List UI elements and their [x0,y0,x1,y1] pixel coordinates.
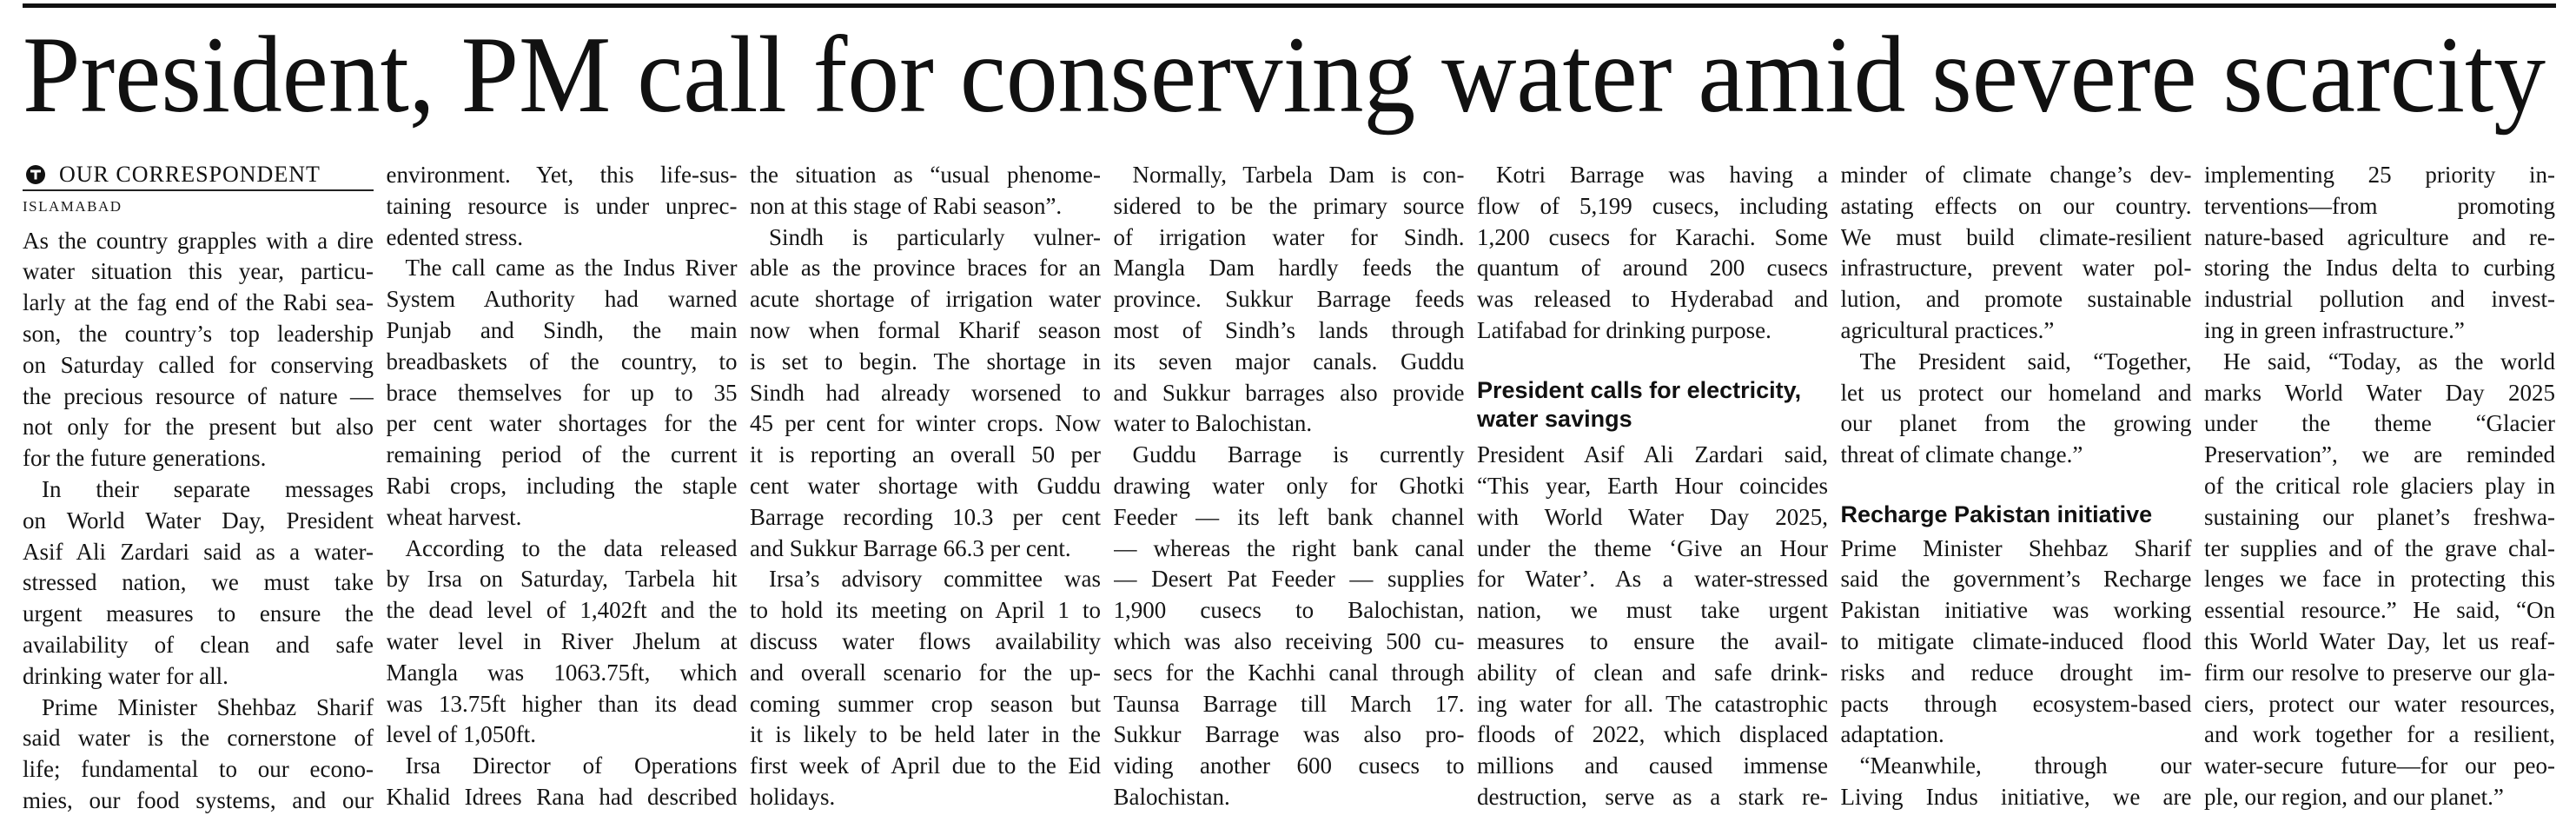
text-line: nation, we must take urgent [1477,597,1828,624]
article-body [23,160,2555,817]
text-line: infrastructure, prevent water pol- [1840,255,2192,282]
text-line: — whereas the right bank canal [1113,534,1465,561]
text-line: 1,200 cusecs for Karachi. Some [1477,223,1828,250]
text-line: Prime Minister Shehbaz Sharif [42,693,374,720]
text-line: drinking water for all. [23,662,228,689]
text-line: President Asif Ali Zardari said, [1477,441,1828,468]
byline-row [23,160,374,191]
text-line: life; fundamental to our econo- [23,756,374,783]
text-line: flow of 5,199 cusecs, including [1477,192,1828,219]
text-line: firm our resolve to preserve our gla- [2204,659,2555,686]
text-line: our planet from the growing [1840,410,2192,437]
text-line: Guddu Barrage is currently [1132,441,1465,468]
paragraph [1841,160,2192,347]
text-line: Irsa Director of Operations [405,752,738,779]
text-line: its seven major canals. Guddu [1113,348,1465,375]
text-line: cent water shortage with Guddu [750,472,1101,499]
text-line: environment. Yet, this life-sus- [386,162,738,188]
paragraph [387,253,738,533]
paragraph [387,160,738,253]
text-line: taining resource is under unprec- [386,192,738,219]
column-text [23,226,374,817]
text-line: essential resource.” He said, “On [2204,597,2555,624]
text-line: lution, and promote sustainable [1840,286,2192,313]
text-line: it is reporting an overall 50 per [750,441,1101,468]
paragraph [750,222,1101,565]
text-line: water level in River Jhelum at [386,627,738,654]
column-text [387,160,738,813]
text-line: sidered to be the primary source [1113,192,1465,219]
subheading [1841,471,2192,534]
subheading-line: Recharge Pakistan initiative [1840,500,2153,527]
text-line: able as the province braces for an [750,255,1101,282]
text-line: The President said, “Together, [1859,348,2192,375]
text-line: According to the data released [405,534,738,561]
paragraph [387,534,738,752]
text-line: per cent water shortages for the [386,410,738,437]
text-line: terventions—from promoting [2204,192,2555,219]
text-line: the situation as “usual phenome- [750,162,1101,188]
headline [23,4,2546,147]
text-line: secs for the Kachhi canal through [1113,659,1465,686]
paragraph [2204,347,2555,813]
article-column [2204,160,2555,817]
text-line: breadbaskets of the country, to [386,348,738,375]
text-line: this World Water Day, let us reaf- [2204,627,2555,654]
text-line: pacts through ecosystem-based [1840,690,2192,717]
text-line: acute shortage of irrigation water [750,286,1101,313]
dateline: ISLAMABAD [23,198,123,215]
text-line: Irsa’s advisory committee was [769,566,1101,593]
text-line: of irrigation water for Sindh. [1113,223,1465,250]
text-line: for Water’. As a water-stressed [1477,566,1828,593]
subheading-line: President calls for electricity, [1477,376,1802,403]
text-line: province. Sukkur Barrage feeds [1113,286,1465,313]
text-line: ter supplies and of the grave chal- [2204,534,2555,561]
text-line: most of Sindh’s lands through [1113,316,1465,343]
text-line: floods of 2022, which displaced [1477,721,1828,748]
text-line: and Sukkur Barrage 66.3 per cent. [750,534,1071,561]
text-line: and Sukkur barrages also provide [1113,379,1465,406]
text-line: water to Balochistan. [1113,410,1313,437]
text-line: under the theme ‘Give an Hour [1477,534,1828,561]
paragraph [750,564,1101,812]
column-text [1477,160,1828,813]
text-line: The call came as the Indus River [405,255,738,282]
paragraph [1477,440,1828,813]
text-line: Mangla Dam hardly feeds the [1113,255,1465,282]
text-line: drawing water only for Ghotki [1113,472,1465,499]
text-line: 45 per cent for winter crops. Now [750,410,1101,437]
text-line: which was also receiving 500 cu- [1113,627,1465,654]
text-line: on Saturday called for conserving [23,351,374,378]
text-line: discuss water flows availability [750,627,1101,654]
text-line: He said, “Today, as the world [2223,348,2555,375]
text-line: first week of April due to the Eid [750,752,1101,779]
text-line: 1,900 cusecs to Balochistan, [1113,597,1465,624]
text-line: nature-based agriculture and re- [2204,223,2555,250]
text-line: mies, our food systems, and our [23,786,374,813]
article-column [1114,160,1465,817]
text-line: — Desert Pat Feeder — supplies [1113,566,1465,593]
text-line: Balochistan. [1113,783,1230,810]
text-line: sustaining our planet’s freshwa- [2204,503,2555,530]
text-line: water situation this year, particu- [23,258,374,285]
text-line: Feeder — its left bank channel [1113,503,1465,530]
byline-author: OUR CORRESPONDENT [59,162,321,187]
text-line: for the future generations. [23,445,267,472]
text-line: not only for the present but also [23,414,374,441]
text-line: was 13.75ft higher than its dead [386,690,738,717]
text-line: water-secure future—for our peo- [2204,752,2555,779]
column-text [1114,160,1465,813]
article-column [387,160,738,817]
text-line: ing water for all. The catastrophic [1477,690,1828,717]
column-text [2204,160,2555,813]
text-line: Barrage recording 10.3 per cent [750,503,1101,530]
paragraph [1114,440,1465,813]
paragraph [750,160,1101,222]
text-line: stressed nation, we must take [23,569,374,596]
text-line: We must build climate-resilient [1840,223,2192,250]
text-line: and overall scenario for the up- [750,659,1101,686]
text-line: to mitigate climate-induced flood [1840,627,2192,654]
text-line: threat of climate change.” [1840,441,2083,468]
text-line: Taunsa Barrage till March 17. [1113,690,1465,717]
text-line: minder of climate change’s dev- [1840,162,2192,188]
text-line: Rabi crops, including the staple [386,472,738,499]
text-line: is set to begin. The shortage in [750,348,1101,375]
text-line: with World Water Day 2025, [1477,503,1828,530]
text-line: brace themselves for up to 35 [386,379,738,406]
paragraph [23,693,374,817]
article-column [1841,160,2192,817]
byline [23,160,374,226]
text-line: Kotri Barrage was having a [1496,162,1828,188]
subheading-line: water savings [1477,405,1632,432]
article-column [750,160,1101,817]
text-line: holidays. [750,783,836,810]
paragraph [2204,160,2555,347]
paragraph [1841,751,2192,813]
text-line: destruction, serve as a stark re- [1477,783,1828,810]
text-line: viding another 600 cusecs to [1113,752,1465,779]
text-line: millions and caused immense [1477,752,1828,779]
text-line: ciers, protect our water resources, [2204,690,2555,717]
text-line: on World Water Day, President [23,507,374,534]
text-line: of the critical role glaciers play in [2204,472,2555,499]
article-column [23,160,374,817]
text-line: “Meanwhile, through our [1859,752,2192,779]
text-line: coming summer crop season but [750,690,1101,717]
text-line: Normally, Tarbela Dam is con- [1132,162,1465,188]
paragraph [387,751,738,813]
text-line: implementing 25 priority in- [2204,162,2555,188]
text-line: urgent measures to ensure the [23,600,374,627]
headline-text: President, PM call for conserving water amid severe scarcity [23,15,2546,136]
paragraph [23,474,374,693]
text-line: industrial pollution and invest- [2204,286,2555,313]
correspondent-icon [26,165,45,184]
text-line: and work together for a resilient, [2204,721,2555,748]
text-line: System Authority had warned [386,286,738,313]
text-line: Pakistan initiative was working [1840,597,2192,624]
text-line: larly at the fag end of the Rabi sea- [23,289,374,316]
text-line: Mangla was 1063.75ft, which [386,659,738,686]
text-line: now when formal Kharif season [750,316,1101,343]
text-line: it is likely to be held later in the [750,721,1101,748]
text-line: said the government’s Recharge [1840,566,2192,593]
text-line: availability of clean and safe [23,631,374,658]
text-line: Living Indus initiative, we are [1840,783,2192,810]
text-line: ple, our region, and our planet.” [2204,783,2504,810]
text-line: Sindh is particularly vulner- [769,223,1101,250]
column-text [1841,160,2192,813]
text-line: ing in green infrastructure.” [2204,316,2465,343]
text-line: marks World Water Day 2025 [2204,379,2555,406]
text-line: under the theme “Glacier [2204,410,2555,437]
text-line: Sindh had already worsened to [750,379,1101,406]
text-line: As the country grapples with a dire [23,227,374,254]
text-line: risks and reduce drought im- [1840,659,2192,686]
text-line: the precious resource of nature — [23,382,374,409]
paragraph [1841,347,2192,471]
text-line: by Irsa on Saturday, Tarbela hit [386,566,738,593]
text-line: adaptation. [1840,721,1944,748]
text-line: Asif Ali Zardari said as a water- [23,538,374,565]
text-line: remaining period of the current [386,441,738,468]
paragraph [1477,160,1828,347]
text-line: said water is the cornerstone of [23,725,374,752]
text-line: ability of clean and safe drink- [1477,659,1828,686]
text-line: Khalid Idrees Rana had described [386,783,738,810]
text-line: Sukkur Barrage was also pro- [1113,721,1465,748]
text-line: measures to ensure the avail- [1477,627,1828,654]
subheading [1477,347,1828,440]
paragraph [1841,534,2192,752]
text-line: to hold its meeting on April 1 to [750,597,1101,624]
paragraph [1114,160,1465,440]
text-line: was released to Hyderabad and [1477,286,1828,313]
article-column [1477,160,1828,817]
text-line: In their separate messages [42,475,374,502]
text-line: quantum of around 200 cusecs [1477,255,1828,282]
text-line: the dead level of 1,402ft and the [386,597,738,624]
text-line: edented stress. [386,223,523,250]
text-line: level of 1,050ft. [386,721,536,748]
text-line: Preservation”, we are reminded [2204,441,2555,468]
column-text [750,160,1101,813]
text-line: agricultural practices.” [1840,316,2055,343]
text-line: “This year, Earth Hour coincides [1477,472,1828,499]
text-line: storing the Indus delta to curbing [2204,255,2555,282]
text-line: son, the country’s top leadership [23,320,374,347]
text-line: astating effects on our country. [1840,192,2192,219]
text-line: Prime Minister Shehbaz Sharif [1840,534,2192,561]
text-line: wheat harvest. [386,503,522,530]
paragraph [23,226,374,474]
text-line: let us protect our homeland and [1840,379,2192,406]
text-line: lenges we face in protecting this [2204,566,2555,593]
text-line: Latifabad for drinking purpose. [1477,316,1771,343]
text-line: non at this stage of Rabi season”. [750,192,1063,219]
text-line: Punjab and Sindh, the main [386,316,738,343]
